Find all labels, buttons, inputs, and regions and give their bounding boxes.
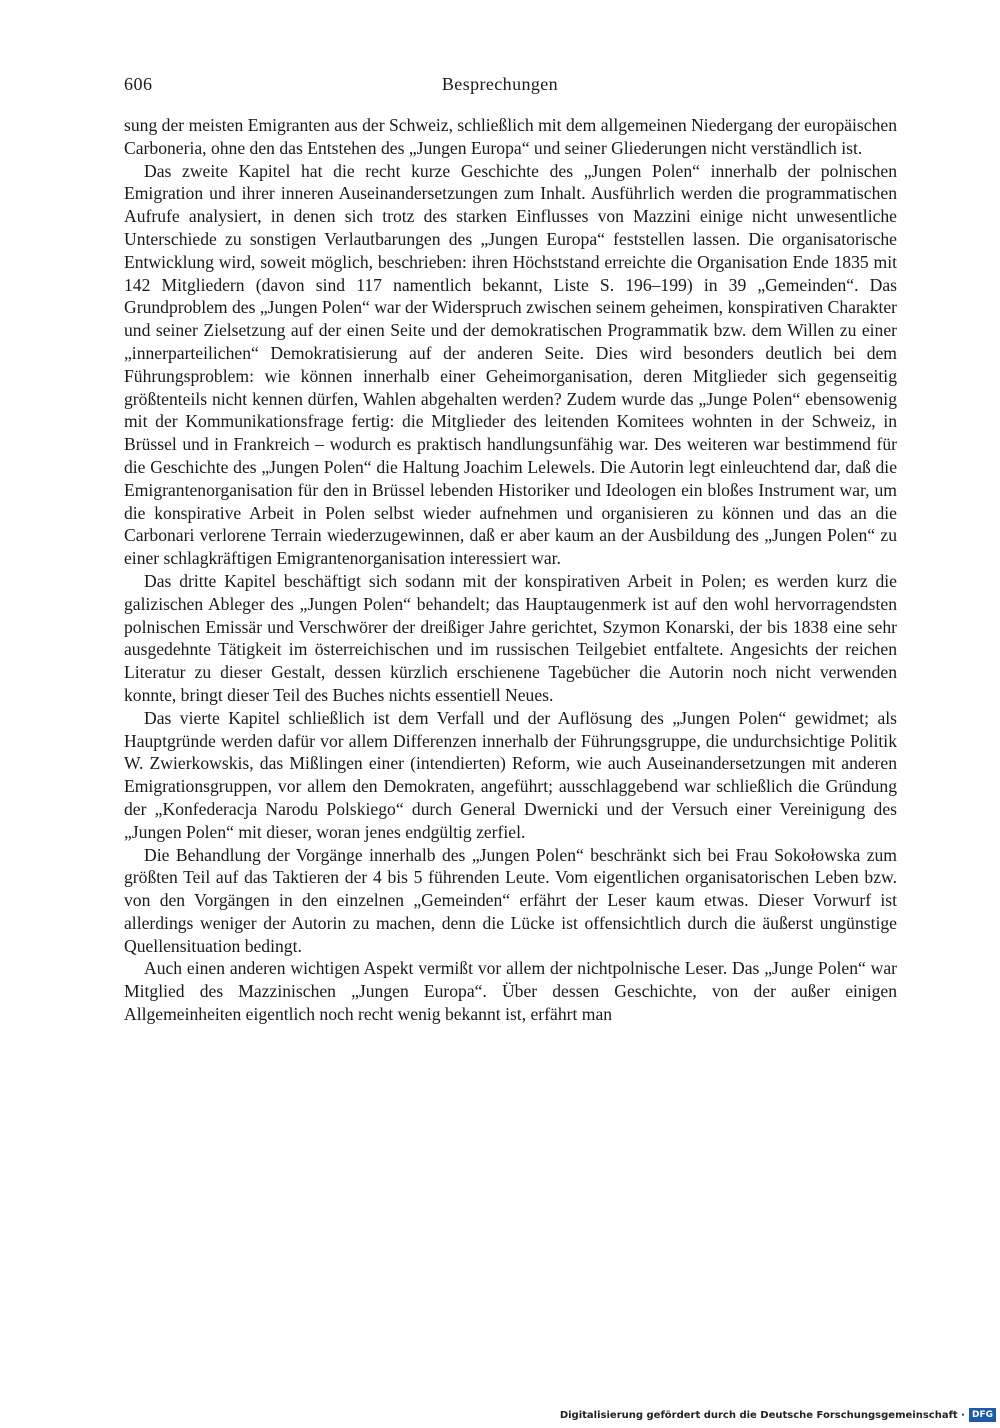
paragraph-treatment: Die Behandlung der Vorgänge innerhalb des „Jungen Polen“ beschränkt sich bei Frau Sokołowska zum größten Teil auf das Taktieren der 4 bis 5 führenden Leute. Vom eigentlichen organisatorischen Leben bzw. von den Vorgängen in den einzelnen „Gemeinden“ erfährt der Leser kaum etwas. Dieser Vorwurf ist allerdings weniger der Autorin zu machen, denn die Lücke ist offensichtlich durch die äußerst ungünstige Quellensituation bedingt.: [124, 844, 897, 956]
paragraph-chapter-two: Das zweite Kapitel hat die recht kurze Geschichte des „Jungen Polen“ innerhalb der polnischen Emigration und ihrer inneren Auseinandersetzungen zum Inhalt. Ausführlich werden die programmatischen Aufrufe analysiert, in denen sich trotz des starken Einflusses von Mazzini einige nicht unwesentliche Unterschiede zu sonstigen Verlautbarungen des „Jungen Europa“ feststellen lassen. Die organisatorische Entwicklung wird, soweit möglich, beschrieben: ihren Höchststand erreichte die Organisation Ende 1835 mit 142 Mitgliedern (davon sind 117 namentlich bekannt, Liste S. 196–199) in 39 „Gemeinden“. Das Grundproblem des „Jungen Polen“ war der Widerspruch zwischen seinem geheimen, konspirativen Charakter und seiner Zielsetzung auf der einen Seite und der demokratischen Programmatik bzw. dem Willen zu einer „innerparteilichen“ Demokratisierung auf der anderen Seite. Dies wird besonders deutlich bei dem Führungsproblem: wie können innerhalb einer Geheimorganisation, deren Mitglieder sich gegenseitig größtenteils nicht kennen dürfen, Wahlen abgehalten werden? Zudem wurde das „Junge Polen“ ebensowenig mit der Kommunikationsfrage fertig: die Mitglieder des leitenden Komitees wohnten in der Schweiz, in Brüssel und in Frankreich – wodurch es praktisch handlungsunfähig war. Des weiteren war bestimmend für die Geschichte des „Jungen Polen“ die Haltung Joachim Lelewels. Die Autorin legt einleuchtend dar, daß die Emigrantenorganisation für den in Brüssel lebenden Historiker und Ideologen ein bloßes Instrument war, um die konspirative Arbeit in Polen selbst wieder aufnehmen und organisieren zu können und das an die Carbonari verlorene Terrain wiederzugewinnen, daß er aber kaum an der Ausbildung des „Jungen Polen“ zu einer schlagkräftigen Emigrantenorganisation interessiert war.: [124, 160, 897, 569]
page-number: 606: [124, 74, 153, 94]
digitization-footer: [560, 1408, 996, 1422]
dfg-logo: DFG: [969, 1408, 996, 1422]
paragraph-chapter-three: Das dritte Kapitel beschäftigt sich sodann mit der konspirativen Arbeit in Polen; es werden kurz die galizischen Ableger des „Jungen Polen“ behandelt; das Hauptaugenmerk ist auf den wohl hervorragendsten polnischen Emissär und Verschwörer der dreißiger Jahre gerichtet, Szymon Konarski, der bis 1838 eine sehr ausgedehnte Tätigkeit im österreichischen und im russischen Teilgebiet entfaltete. Angesichts der reichen Literatur zu dieser Gestalt, dessen kürzlich erschienene Tagebücher die Autorin noch nicht verwenden konnte, bringt dieser Teil des Buches nichts essentiell Neues.: [124, 570, 897, 705]
running-head: Besprechungen: [441, 74, 559, 94]
paragraph-chapter-four: Das vierte Kapitel schließlich ist dem Verfall und der Auflösung des „Jungen Polen“ gewidmet; als Hauptgründe werden dafür vor allem Differenzen innerhalb der Führungsgruppe, die undurchsichtige Politik W. Zwierkowskis, das Mißlingen einer (intendierten) Reform, wie auch Auseinandersetzungen mit anderen Emigrationsgruppen, vor allem den Demokraten, angeführt; ausschlaggebend war schließlich die Gründung der „Konfederacja Narodu Polskiego“ durch General Dwernicki und der Versuch einer Vereinigung des „Jungen Polen“ mit dieser, woran jenes endgültig zerfiel.: [124, 707, 897, 842]
paragraph-other-aspect: Auch einen anderen wichtigen Aspekt vermißt vor allem der nichtpolnische Leser. Das „Junge Polen“ war Mitglied des Mazzinischen „Jungen Europa“. Über dessen Geschichte, von der außer einigen Allgemeinheiten eigentlich noch recht wenig bekannt ist, erfährt man: [124, 958, 897, 1025]
digitization-notice: Digitalisierung gefördert durch die Deutsche Forschungsgemeinschaft ·: [559, 1409, 965, 1421]
paragraph-continuation: sung der meisten Emigranten aus der Schweiz, schließlich mit dem allgemeinen Niedergang der europäischen Carboneria, ohne den das Entstehen des „Jungen Europa“ und seiner Gliederungen nicht verständlich ist.: [124, 115, 897, 158]
article-body: [124, 114, 897, 1026]
